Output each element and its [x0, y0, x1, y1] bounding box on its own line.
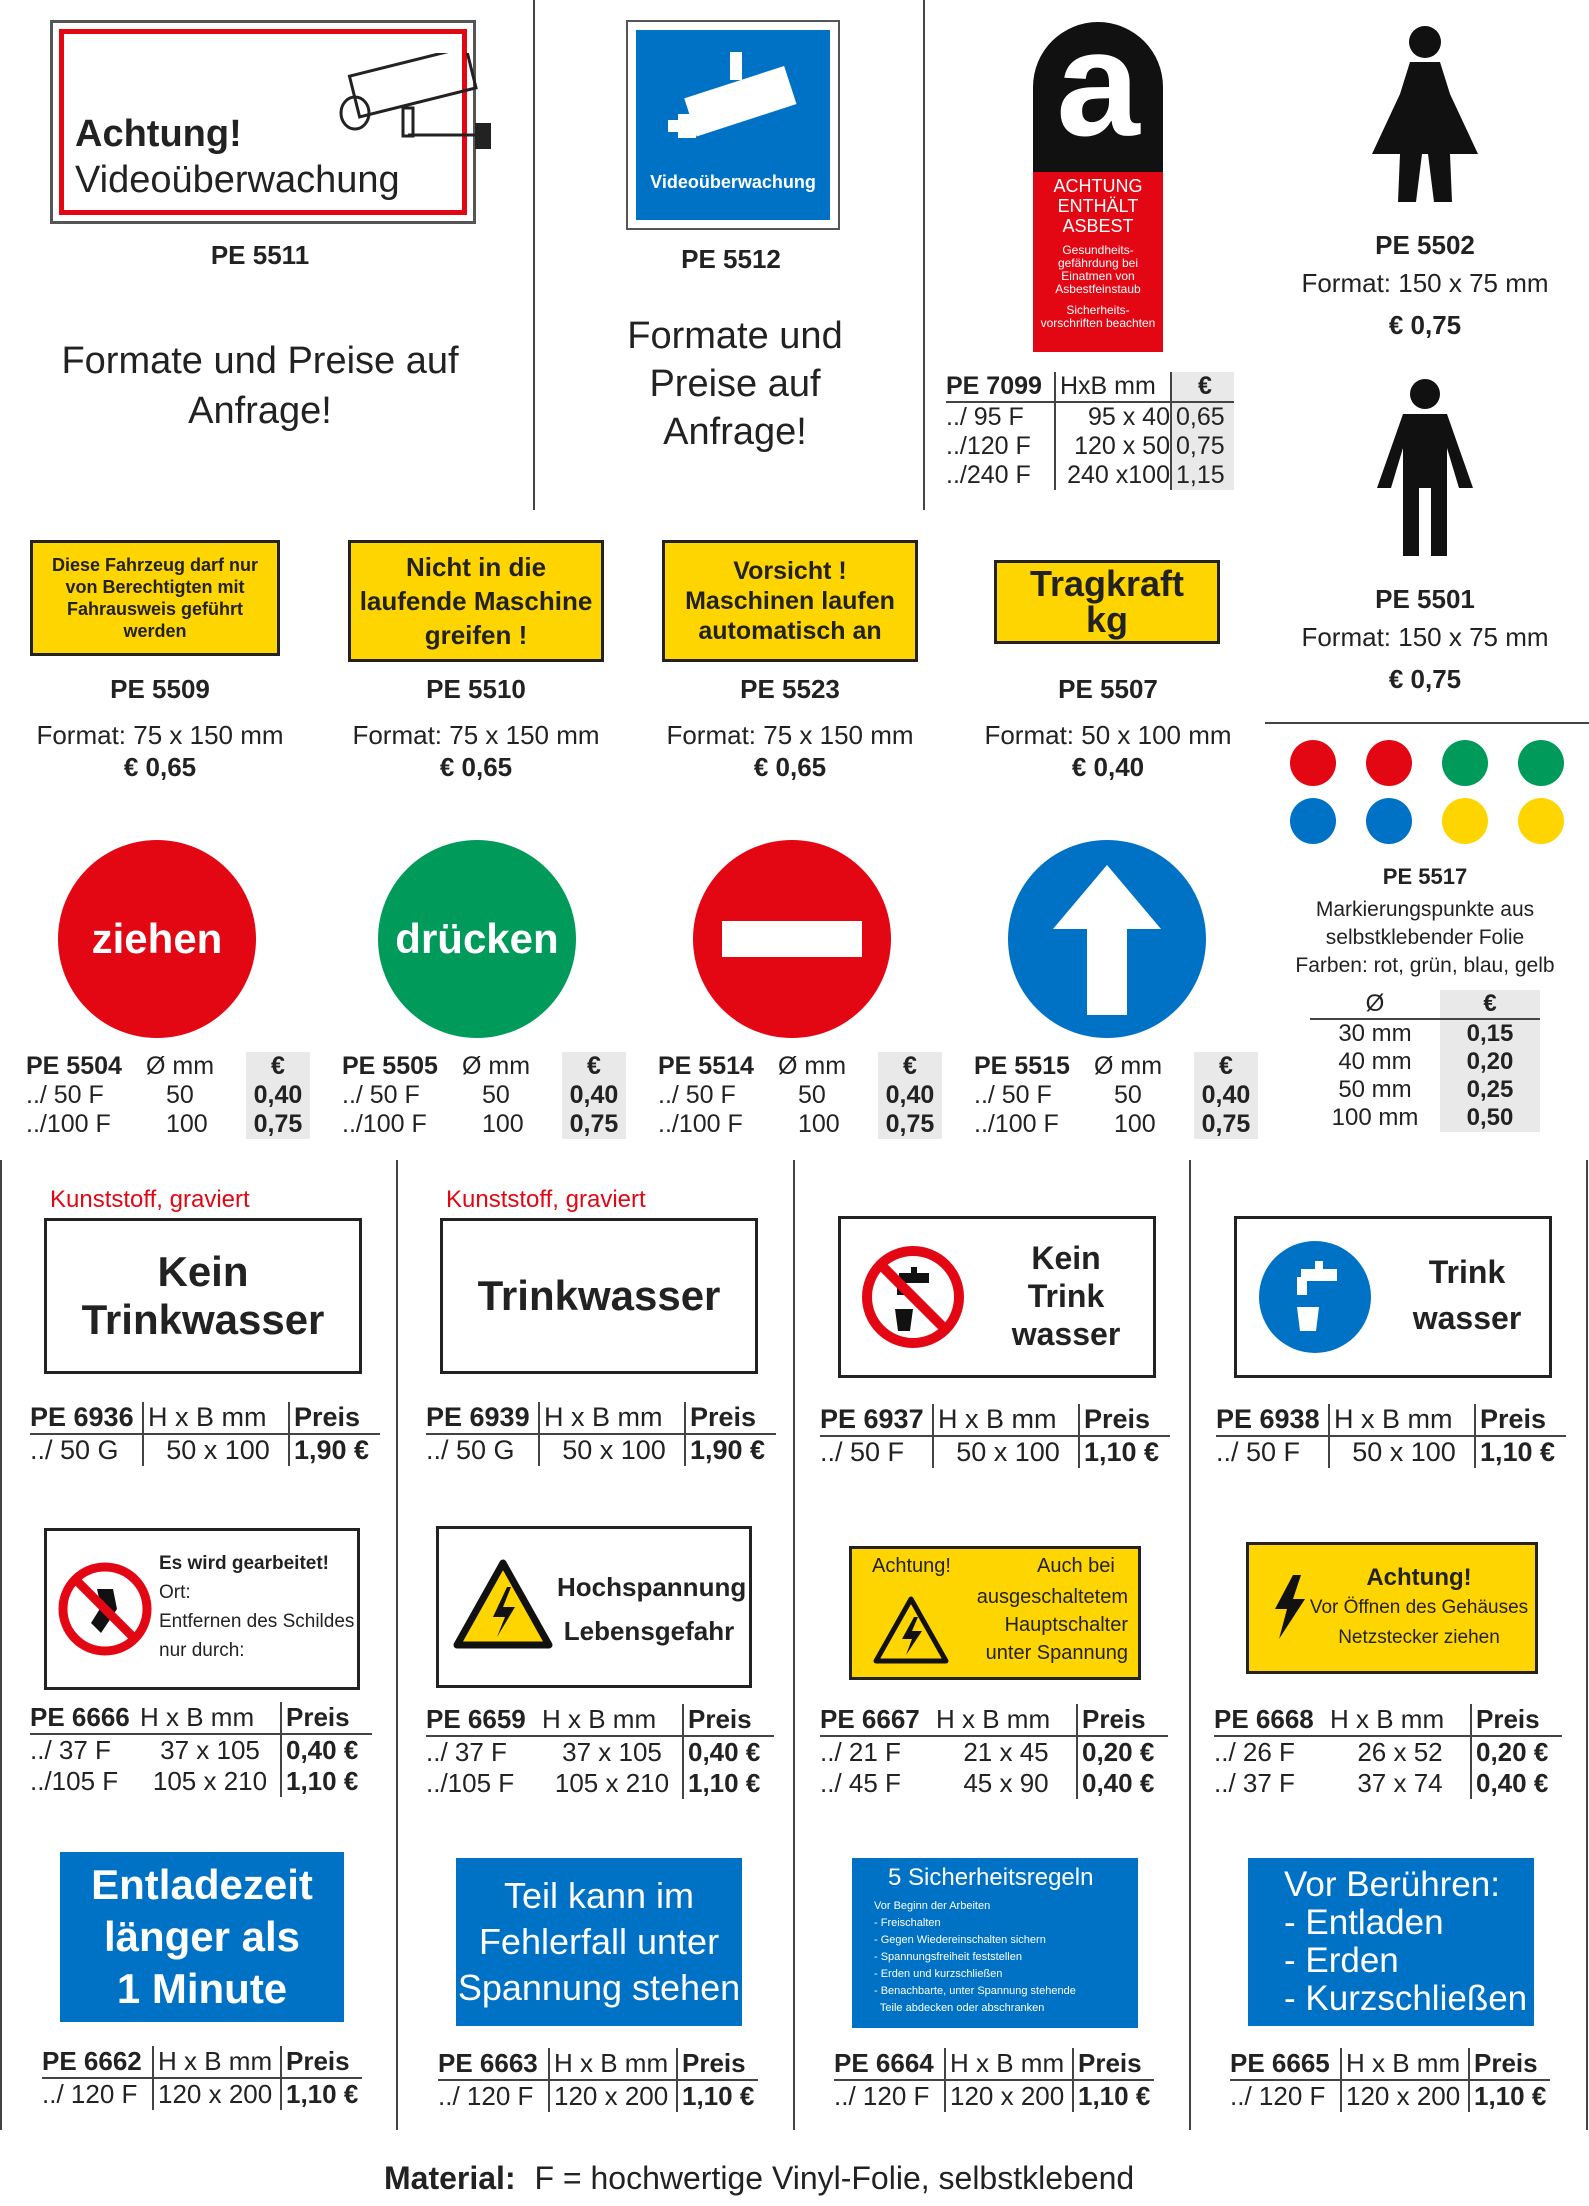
- note: Formate und Preise auf Anfrage!: [61, 340, 459, 432]
- sign-text: - Kurzschließen: [1284, 1979, 1528, 2018]
- price: € 0,75: [1388, 310, 1462, 340]
- format: Format: 150 x 75 mm: [1301, 268, 1549, 298]
- table-header: Ø: [1365, 990, 1385, 1017]
- high-voltage-icon: [453, 1559, 553, 1651]
- footer-text: F = hochwertige Vinyl-Folie, selbstklebend: [534, 2160, 1135, 2196]
- product-code: PE 5523: [740, 674, 840, 704]
- sign-label: Videoüberwachung: [650, 172, 816, 192]
- sign-pe5510: Nicht in die laufende Maschine greifen !: [348, 540, 604, 662]
- sign-text: Entladezeit: [91, 1861, 313, 1908]
- sign-text: - Benachbarte, unter Spannung stehende: [874, 1985, 1076, 1997]
- color-dot: [1442, 740, 1488, 786]
- price-table-elec: PE 6666 H x B mm Preis ../ 37 F 37 x 105 0,40 € ../105 F 105 x 210 1,10 €: [30, 1702, 372, 1797]
- table-row: 30 mm 0,15: [1310, 1020, 1540, 1048]
- note: Formate und Preise auf Anfrage!: [627, 315, 843, 453]
- no-switching-icon: [57, 1561, 153, 1657]
- price-table-water: PE 6936 H x B mm Preis ../ 50 G 50 x 100 1,90 €: [30, 1402, 380, 1466]
- price-table-disc: PE 5505 Ø mm € ../ 50 F 50 0,40 ../100 F 100 0,75: [342, 1052, 626, 1139]
- product-code: PE 5512: [681, 244, 781, 274]
- product-code: PE 5507: [1058, 674, 1158, 704]
- price-table-blue: PE 6665 H x B mm Preis ../ 120 F 120 x 200 1,10 €: [1230, 2048, 1550, 2112]
- table-header: €: [1170, 372, 1234, 401]
- description: selbstklebender Folie: [1325, 926, 1525, 949]
- color-dot: [1442, 798, 1488, 844]
- price-table-disc: PE 5515 Ø mm € ../ 50 F 50 0,40 ../100 F 100 0,75: [974, 1052, 1258, 1139]
- format: Format: 50 x 100 mm: [984, 720, 1232, 750]
- sign-text: nur durch:: [159, 1640, 245, 1661]
- sign-text: Entfernen des Schildes: [159, 1611, 355, 1632]
- sign-pe5507: Tragkraft kg: [994, 560, 1220, 644]
- sign-line2: Videoüberwachung: [75, 159, 400, 201]
- high-voltage-icon: [872, 1595, 950, 1665]
- price: € 0,65: [753, 752, 827, 782]
- asbestos-letter: a: [1056, 0, 1140, 167]
- table-row: ../ 95 F 95 x 40 0,65: [946, 403, 1234, 432]
- sign-pe6662: [60, 1852, 344, 2022]
- color-dot: [1366, 740, 1412, 786]
- divider: [1189, 1160, 1191, 2130]
- price-table-blue: PE 6662 H x B mm Preis ../ 120 F 120 x 200 1,10 €: [42, 2046, 362, 2110]
- sign-text: länger als: [103, 1913, 301, 1960]
- price: € 0,65: [439, 752, 513, 782]
- no-drinking-water-icon: [859, 1243, 967, 1351]
- divider: [533, 0, 535, 510]
- camera-icon: [668, 52, 808, 162]
- table-row: ../240 F 240 x100 1,15: [946, 461, 1234, 490]
- format: Format: 75 x 150 mm: [666, 720, 914, 750]
- description: Farben: rot, grün, blau, gelb: [1295, 954, 1555, 977]
- sign-text: Teile abdecken oder abschranken: [874, 2002, 1045, 2014]
- divider: [396, 1160, 398, 2130]
- price: € 0,75: [1388, 664, 1462, 694]
- sign-text: unter Spannung: [985, 1642, 1128, 1664]
- sign-pe5511: [50, 20, 476, 224]
- sign-text: Spannung stehen: [457, 1967, 741, 2008]
- sign-pe6663: [456, 1858, 742, 2026]
- color-dot: [1518, 740, 1564, 786]
- sign-text: Kein Trink wasser: [1011, 1240, 1121, 1352]
- sign-pe7099: [1033, 0, 1163, 352]
- divider: [0, 1160, 2, 2130]
- sign-text: Trink wasser: [1412, 1254, 1522, 1336]
- man-icon: [1375, 378, 1475, 558]
- footer-label: Material:: [384, 2160, 516, 2196]
- price: € 0,40: [1071, 752, 1145, 782]
- price-table-disc: PE 5504 Ø mm € ../ 50 F 50 0,40 ../100 F 100 0,75: [26, 1052, 310, 1139]
- sign-pe5509: Diese Fahrzeug darf nur von Berechtigten mit Fahrausweis geführt werden: [30, 540, 280, 656]
- product-code: PE 5511: [210, 240, 310, 270]
- small-text: Gesundheits-gefährdung bei Einatmen von Asbestfeinstaub: [1055, 243, 1141, 296]
- sign-text: Achtung!: [872, 1555, 951, 1577]
- no-entry-sign: [693, 840, 891, 1038]
- product-code: PE 5502: [1375, 230, 1475, 260]
- price: € 0,65: [123, 752, 197, 782]
- small-text: Sicherheits-vorschriften beachten: [1040, 303, 1156, 330]
- sign-text: Teil kann im: [503, 1875, 695, 1916]
- material-note: Kunststoff, graviert: [446, 1186, 646, 1213]
- sign-text: Ort:: [159, 1582, 191, 1603]
- sign-line1: Achtung!: [75, 113, 242, 155]
- disc-druecken: drücken: [378, 840, 576, 1038]
- divider: [1265, 722, 1589, 724]
- price-table-blue: PE 6664 H x B mm Preis ../ 120 F 120 x 200 1,10 €: [834, 2048, 1154, 2112]
- sign-text: - Erden und kurzschließen: [874, 1968, 1003, 1980]
- price-table-elec: PE 6659 H x B mm Preis ../ 37 F 37 x 105 0,40 € ../105 F 105 x 210 1,10 €: [426, 1704, 774, 1799]
- sign-text: Lebensgefahr: [563, 1616, 735, 1646]
- sign-pe6936: Kein Trinkwasser: [44, 1218, 362, 1374]
- table-row: 100 mm 0,50: [1310, 1104, 1540, 1132]
- sign-text: - Gegen Wiedereinschalten sichern: [874, 1934, 1046, 1946]
- sign-pe6659: [436, 1526, 752, 1688]
- camera-icon: [293, 53, 513, 153]
- sign-pe6938: [1234, 1216, 1552, 1378]
- color-dot: [1290, 798, 1336, 844]
- price-table-pe7099: [946, 372, 1234, 490]
- sign-pe6667: [849, 1546, 1141, 1680]
- sign-pe6939: Trinkwasser: [440, 1218, 758, 1374]
- divider: [923, 0, 925, 510]
- product-code: PE 5517: [1382, 864, 1468, 889]
- sign-text: - Erden: [1284, 1941, 1399, 1980]
- price-table-elec: PE 6668 H x B mm Preis ../ 26 F 26 x 52 0,20 € ../ 37 F 37 x 74 0,40 €: [1214, 1704, 1562, 1799]
- product-code: PE 5510: [426, 674, 526, 704]
- material-note: Kunststoff, graviert: [50, 1186, 250, 1213]
- sign-text: Netzstecker ziehen: [1338, 1627, 1500, 1648]
- sign-text: Achtung!: [1366, 1564, 1472, 1591]
- price-table-pe5517: [1310, 990, 1540, 1132]
- sign-text: Vor Öffnen des Gehäuses: [1309, 1597, 1529, 1618]
- product-code: PE 5509: [110, 674, 210, 704]
- sign-pe5512: [626, 20, 840, 230]
- arrow-up-icon: [1047, 859, 1167, 1019]
- sign-pe6937: [838, 1216, 1156, 1378]
- price-table-blue: PE 6663 H x B mm Preis ../ 120 F 120 x 200 1,10 €: [438, 2048, 758, 2112]
- disc-ziehen: ziehen: [58, 840, 256, 1038]
- color-dot: [1366, 798, 1412, 844]
- sign-pe6668: [1246, 1542, 1538, 1674]
- sign-text: - Spannungsfreiheit feststellen: [874, 1951, 1022, 1963]
- product-code: PE 5501: [1375, 584, 1475, 614]
- woman-icon: [1370, 24, 1480, 204]
- description: Markierungspunkte aus: [1315, 898, 1535, 921]
- sign-title: 5 Sicherheitsregeln: [888, 1864, 1094, 1891]
- price-table-water: PE 6939 H x B mm Preis ../ 50 G 50 x 100 1,90 €: [426, 1402, 776, 1466]
- divider: [793, 1160, 795, 2130]
- format: Format: 75 x 150 mm: [36, 720, 284, 750]
- color-dots: [1290, 740, 1580, 850]
- table-row: ../120 F 120 x 50 0,75: [946, 432, 1234, 461]
- sign-pe5523: Vorsicht ! Maschinen laufen automatisch an: [662, 540, 918, 662]
- footer: [384, 2160, 1134, 2197]
- format: Format: 75 x 150 mm: [352, 720, 600, 750]
- warn-text: ACHTUNG ENTHÄLT ASBEST: [1053, 176, 1143, 236]
- price-table-elec: PE 6667 H x B mm Preis ../ 21 F 21 x 45 0,20 € ../ 45 F 45 x 90 0,40 €: [820, 1704, 1168, 1799]
- color-dot: [1290, 740, 1336, 786]
- divider: [1586, 1160, 1588, 2130]
- arrow-up-sign: [1008, 840, 1206, 1038]
- sign-text: Auch bei: [1037, 1555, 1115, 1577]
- sign-pe6666: [44, 1528, 360, 1690]
- format: Format: 150 x 75 mm: [1301, 622, 1549, 652]
- sign-text: ausgeschaltetem: [976, 1586, 1128, 1608]
- sign-text: - Freischalten: [874, 1917, 941, 1929]
- table-row: 50 mm 0,25: [1310, 1076, 1540, 1104]
- table-header: PE 7099: [946, 372, 1042, 400]
- color-dot: [1518, 798, 1564, 844]
- price-table-water: PE 6938 H x B mm Preis ../ 50 F 50 x 100 1,10 €: [1216, 1404, 1566, 1468]
- table-row: 40 mm 0,20: [1310, 1048, 1540, 1076]
- sign-text: Es wird gearbeitet!: [159, 1553, 329, 1574]
- sign-pe6665: [1248, 1858, 1534, 2026]
- sign-text: - Entladen: [1284, 1903, 1444, 1942]
- sign-pe6664: [852, 1858, 1138, 2028]
- sign-text: Hochspannung: [557, 1572, 747, 1602]
- sign-text: 1 Minute: [116, 1965, 288, 2012]
- drinking-water-icon: [1257, 1239, 1373, 1355]
- sign-text: Hauptschalter: [1004, 1614, 1128, 1636]
- price-table-disc: PE 5514 Ø mm € ../ 50 F 50 0,40 ../100 F 100 0,75: [658, 1052, 942, 1139]
- price-table-water: PE 6937 H x B mm Preis ../ 50 F 50 x 100 1,10 €: [820, 1404, 1170, 1468]
- lightning-icon: [1271, 1575, 1307, 1639]
- sign-text: Vor Berühren:: [1284, 1865, 1500, 1904]
- sign-text: Vor Beginn der Arbeiten: [874, 1900, 991, 1912]
- table-header: HxB mm: [1054, 372, 1170, 401]
- table-header: €: [1440, 990, 1540, 1018]
- sign-text: Fehlerfall unter: [478, 1921, 720, 1962]
